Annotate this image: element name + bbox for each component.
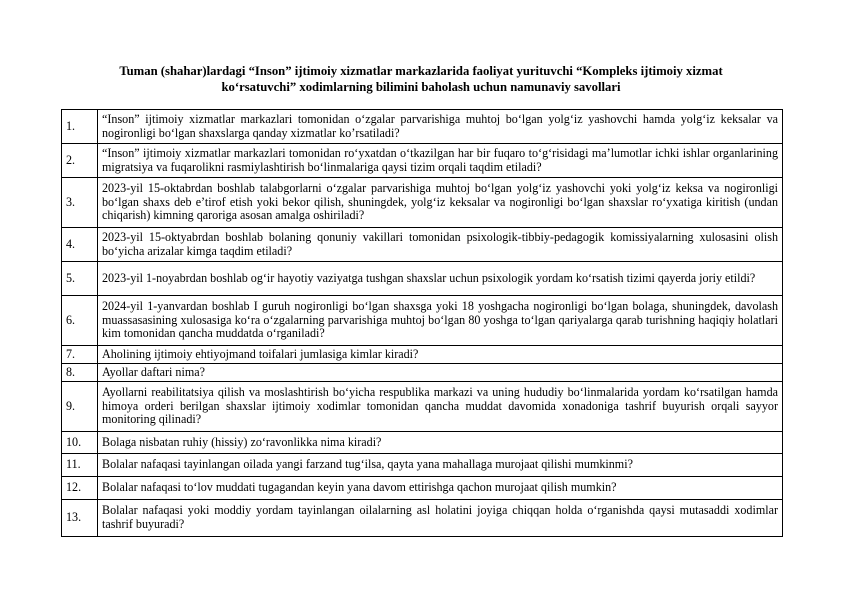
- question-number: 8.: [62, 364, 98, 382]
- table-row: [62, 110, 783, 144]
- table-row: [62, 454, 783, 477]
- question-text: Ayollar daftari nima?: [98, 364, 783, 382]
- table-row: [62, 432, 783, 454]
- question-text: 2023-yil 1-noyabrdan boshlab og‘ir hayotiy vaziyatga tushgan shaxslar uchun psixologik yordam ko‘rsatish tizimi qayerda joriy etildi?: [98, 262, 783, 296]
- question-number: 6.: [62, 296, 98, 346]
- table-row: [62, 477, 783, 500]
- question-number: 3.: [62, 178, 98, 228]
- question-number: 5.: [62, 262, 98, 296]
- question-text: 2024-yil 1-yanvardan boshlab I guruh nogironligi bo‘lgan shaxsga yoki 18 yoshgacha nogironligi bo‘lgan bolaga, shuningdek, davolash muassasasining xulosasiga ko‘ra o‘zgalarning parvarishiga muhtoj bo‘lgan 80 yoshga to‘lgan qariyalarga qarab turishning haqiqiy holatlari kim tomonidan qancha muddatda o‘rganiladi?: [98, 296, 783, 346]
- question-text: 2023-yil 15-oktabrdan boshlab talabgorlarni o‘zgalar parvarishiga muhtoj bo‘lgan yolg‘iz yashovchi yoki yolg‘iz keksa va nogironligi bo‘lgan shaxs deb e’tirof etish yoki bekor qilish, shuningdek, yolg‘iz keksalar va nogironligi bo‘lgan shaxslar ro‘yxatiga kiritish (undan chiqarish) kimning qaroriga asosan amalga oshiriladi?: [98, 178, 783, 228]
- question-text: Bolalar nafaqasi to‘lov muddati tugagandan keyin yana davom ettirishga qachon murojaat qilish mumkin?: [98, 477, 783, 500]
- question-text: Ayollarni reabilitatsiya qilish va moslashtirish bo‘yicha respublika markazi va uning hududiy bo‘linmalarida yordam ko‘rsatilgan hamda himoya orderi berilgan shaxslar ijtimoiy xodimlar tomonidan qancha muddat davomida xonadoniga tashrif buyurish orqali sayyor monitoring qilinadi?: [98, 382, 783, 432]
- question-number: 9.: [62, 382, 98, 432]
- table-row: [62, 262, 783, 296]
- title-line-1: Tuman (shahar)lardagi “Inson” ijtimoiy xizmatlar markazlarida faoliyat yurituvchi “Kompleks ijtimoiy xizmat: [119, 64, 723, 78]
- table-row: [62, 178, 783, 228]
- question-number: 1.: [62, 110, 98, 144]
- question-text: Bolalar nafaqasi yoki moddiy yordam tayinlangan oilalarning asl holatini joyiga chiqqan holda o‘rganishda qaysi mutasaddi xodimlar tashrif buyuradi?: [98, 500, 783, 537]
- questions-table: [61, 109, 783, 537]
- table-row: [62, 296, 783, 346]
- table-row: [62, 364, 783, 382]
- question-text: Bolalar nafaqasi tayinlangan oilada yangi farzand tug‘ilsa, qayta yana mahallaga murojaat qilishi mumkinmi?: [98, 454, 783, 477]
- question-text: Aholining ijtimoiy ehtiyojmand toifalari jumlasiga kimlar kiradi?: [98, 346, 783, 364]
- question-number: 11.: [62, 454, 98, 477]
- question-text: Bolaga nisbatan ruhiy (hissiy) zo‘ravonlikka nima kiradi?: [98, 432, 783, 454]
- question-number: 10.: [62, 432, 98, 454]
- document-title: [60, 64, 782, 95]
- table-row: [62, 144, 783, 178]
- question-number: 4.: [62, 228, 98, 262]
- question-text: “Inson” ijtimoiy xizmatlar markazlari tomonidan ro‘yxatdan o‘tkazilgan har bir fuqaro to‘g‘risidagi ma’lumotlar ichki ishlar organlarining migratsiya va fuqarolikni rasmiylashtirish bo‘linmalariga qaysi tizim orqali taqdim etiladi?: [98, 144, 783, 178]
- question-number: 13.: [62, 500, 98, 537]
- table-row: [62, 228, 783, 262]
- table-row: [62, 346, 783, 364]
- question-number: 2.: [62, 144, 98, 178]
- question-number: 12.: [62, 477, 98, 500]
- table-row: [62, 500, 783, 537]
- question-number: 7.: [62, 346, 98, 364]
- question-text: “Inson” ijtimoiy xizmatlar markazlari tomonidan o‘zgalar parvarishiga muhtoj bo‘lgan yolg‘iz yashovchi hamda yolg‘iz keksalar va nogironligi bo‘lgan shaxslarga qanday xizmatlar ko’rsatiladi?: [98, 110, 783, 144]
- question-text: 2023-yil 15-oktyabrdan boshlab bolaning qonuniy vakillari tomonidan psixologik-tibbiy-pedagogik komissiyalarning xulosasini olish bo‘yicha arizalar kimga taqdim etiladi?: [98, 228, 783, 262]
- title-line-2: ko‘rsatuvchi” xodimlarning bilimini baholash uchun namunaviy savollari: [221, 79, 621, 94]
- table-row: [62, 382, 783, 432]
